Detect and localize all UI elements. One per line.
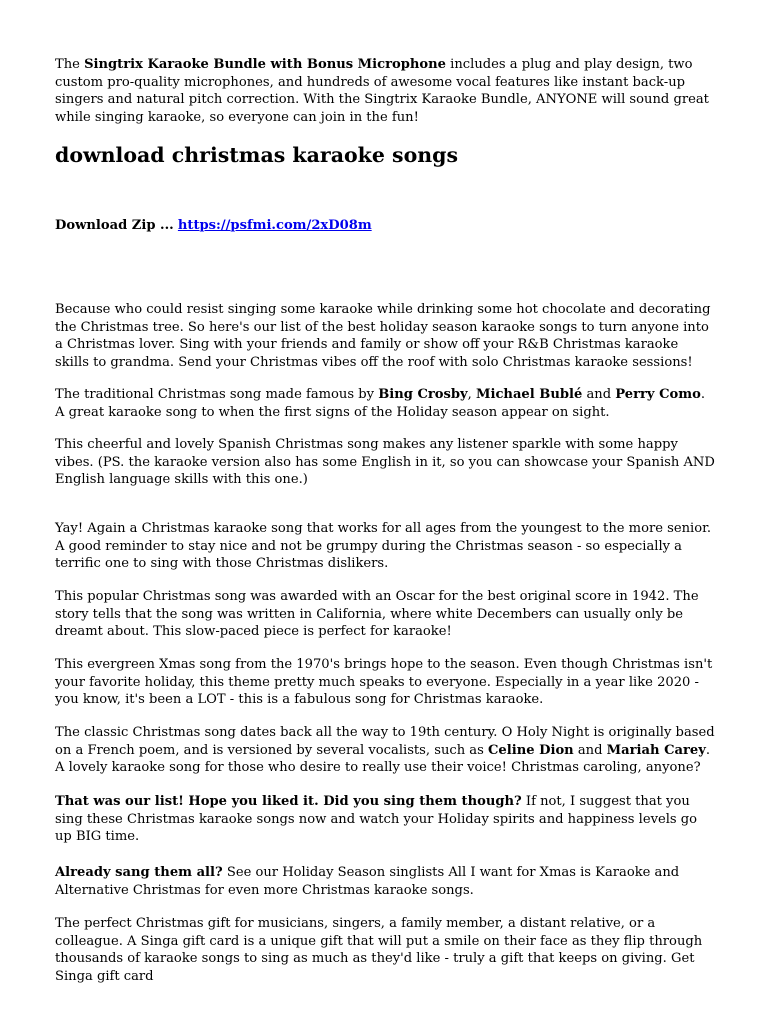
paragraph-gift-card: The perfect Christmas gift for musicians, singers, a family member, a distant relative, or a colleague. A Singa gift card is a unique gift that will put a smile on their face as they flip through thousands of karaoke songs to sing as much as they'd like - truly a gift that keeps on giving. Get Singa gift card bbox=[55, 916, 703, 984]
paragraph-all-ages: Yay! Again a Christmas karaoke song that works for all ages from the youngest to the more senior. A good reminder to stay nice and not be grumpy during the Christmas season - so especially a terrific one to sing with those Christmas dislikers. bbox=[55, 521, 712, 572]
download-label: Download Zip ... bbox=[55, 218, 174, 233]
paragraph-oscar-song: This popular Christmas song was awarded with an Oscar for the best original score in 1942. The story tells that the song was written in California, where white Decembers can usually only be dreamt about. This slow-paced piece is perfect for karaoke! bbox=[55, 589, 699, 640]
paragraph-spanish-song: This cheerful and lovely Spanish Christmas song makes any listener sparkle with some happy vibes. (PS. the karaoke version also has some English in it, so you can showcase your Spanish AND English language skills with this one.) bbox=[55, 437, 715, 488]
download-link[interactable]: https://psfmi.com/2xD08m bbox=[177, 218, 372, 233]
paragraph-classic-song: The classic Christmas song dates back all the way to 19th century. O Holy Night is originally based on a French poem, and is versioned by several vocalists, such as Celine Dion and Mariah Carey. A lovely karaoke song for those who desire to really use their voice! Christmas caroling, anyone? bbox=[55, 725, 715, 776]
paragraph-intro-holiday: Because who could resist singing some karaoke while drinking some hot chocolate and decorating the Christmas tree. So here's our list of the best holiday season karaoke songs to turn anyone into a Christmas lover. Sing with your friends and family or show off your R&B Christmas karaoke skills to grandma. Send your Christmas vibes off the roof with solo Christmas karaoke sessions! bbox=[55, 302, 711, 370]
page-title: download christmas karaoke songs bbox=[55, 143, 459, 167]
paragraph-traditional-song: The traditional Christmas song made famous by Bing Crosby, Michael Bublé and Perry Como. A great karaoke song to when the first signs of the Holiday season appear on sight. bbox=[55, 387, 705, 420]
product-name: Singtrix Karaoke Bundle with Bonus Microphone bbox=[84, 57, 447, 72]
download-line bbox=[55, 217, 715, 235]
paragraph-our-list: That was our list! Hope you liked it. Did you sing them though? If not, I suggest that you sing these Christmas karaoke songs now and watch your Holiday spirits and happiness levels go up BIG time. bbox=[55, 794, 698, 845]
paragraph-already-sang: Already sang them all? See our Holiday Season singlists All I want for Xmas is Karaoke and Alternative Christmas for even more Christmas karaoke songs. bbox=[55, 865, 680, 898]
paragraph-evergreen-song: This evergreen Xmas song from the 1970's brings hope to the season. Even though Christmas isn't your favorite holiday, this theme pretty much speaks to everyone. Especially in a year like 2020 - you know, it's been a LOT - this is a fabulous song for Christmas karaoke. bbox=[55, 657, 713, 708]
intro-paragraph: The Singtrix Karaoke Bundle with Bonus Microphone includes a plug and play design, two custom pro-quality microphones, and hundreds of awesome vocal features like instant back-up singers and natural pitch correction. With the Singtrix Karaoke Bundle, ANYONE will sound great while singing karaoke, so everyone can join in the fun! bbox=[55, 57, 709, 125]
